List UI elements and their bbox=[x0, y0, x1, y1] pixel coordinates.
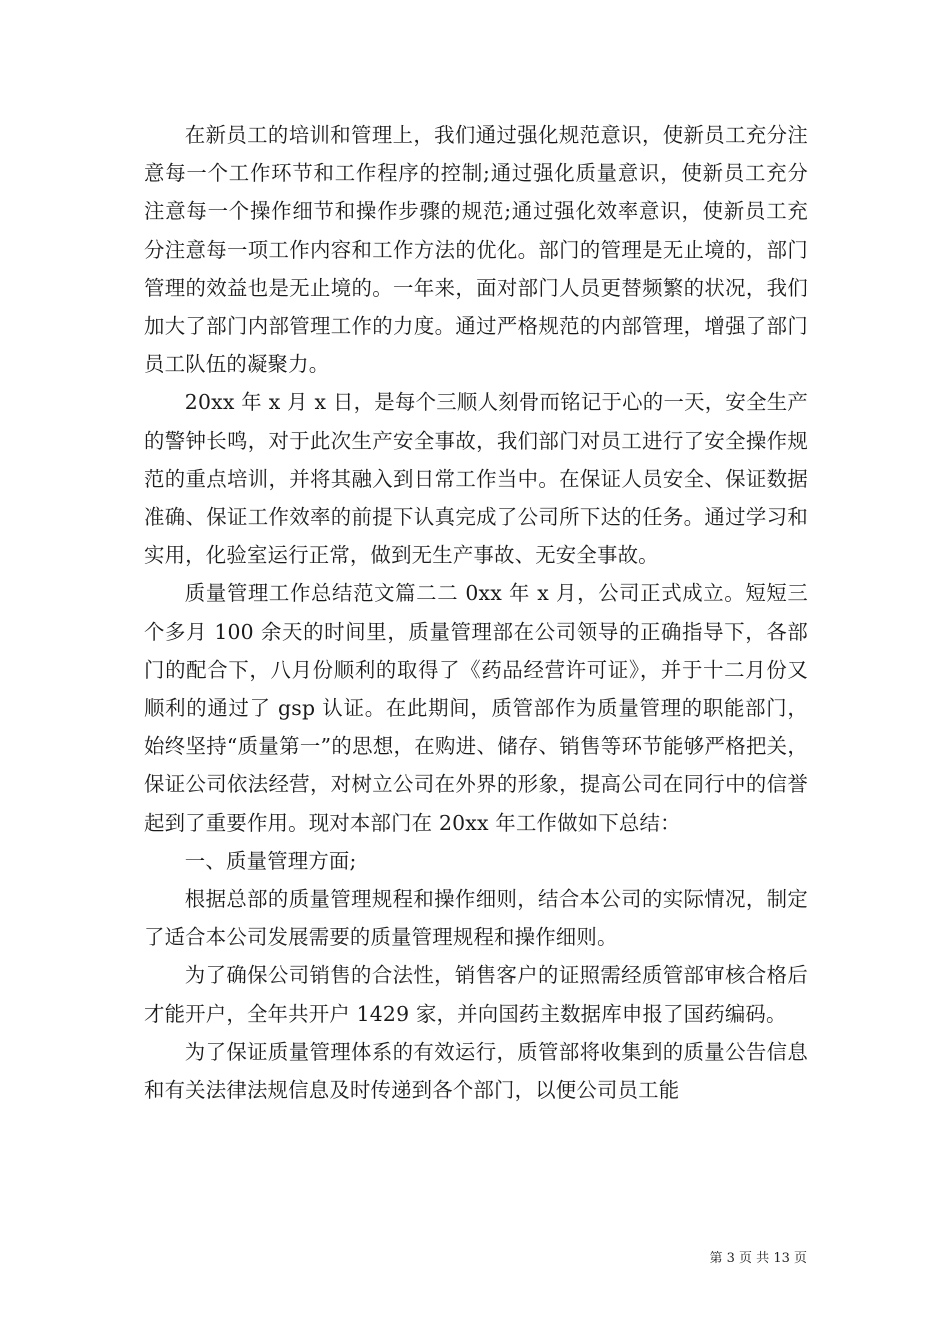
paragraph-new-employee-training: 在新员工的培训和管理上，我们通过强化规范意识，使新员工充分注意每一个工作环节和工作程序的控制;通过强化质量意识，使新员工充分注意每一个操作细节和操作步骤的规范;通过强化效率意识，使新员工充分注意每一项工作内容和工作方法的优化。部门的管理是无止境的，部门管理的效益也是无止境的。一年来，面对部门人员更替频繁的状况，我们加大了部门内部管理工作的力度。通过严格规范的内部管理，增强了部门员工队伍的凝聚力。 bbox=[144, 123, 808, 377]
paragraph-safety-accident: 20xx 年 x 月 x 日，是每个三顺人刻骨而铭记于心的一天，安全生产的警钟长鸣，对于此次生产安全事故，我们部门对员工进行了安全操作规范的重点培训，并将其融入到日常工作当中。在保证人员安全、保证数据准确、保证工作效率的前提下认真完成了公司所下达的任务。通过学习和实用，化验室运行正常，做到无生产事故、无安全事故。 bbox=[144, 390, 808, 568]
paragraph-quality-system: 为了保证质量管理体系的有效运行，质管部将收集到的质量公告信息和有关法律法规信息及时传递到各个部门，以便公司员工能 bbox=[144, 1039, 808, 1103]
paragraph-regulations: 根据总部的质量管理规程和操作细则，结合本公司的实际情况，制定了适合本公司发展需要的质量管理规程和操作细则。 bbox=[144, 887, 808, 950]
section-heading-quality-management: 一、质量管理方面; bbox=[184, 848, 357, 873]
document-body bbox=[144, 116, 808, 1109]
paragraph-quality-summary-intro: 质量管理工作总结范文篇二二 0xx 年 x 月，公司正式成立。短短三个多月 100 余天的时间里，质量管理部在公司领导的正确指导下，各部门的配合下，八月份顺利的取得了《药品经营许可证》，并于十二月份又顺利的通过了 gsp 认证。在此期间，质管部作为质量管理的职能部门，始终坚持“质量第一”的思想，在购进、储存、销售等环节能够严格把关，保证公司依法经营，对树立公司在外界的形象，提高公司在同行中的信誉起到了重要作用。现对本部门在 20xx 年工作做如下总结： bbox=[144, 581, 808, 835]
paragraph-customer-accounts: 为了确保公司销售的合法性，销售客户的证照需经质管部审核合格后才能开户，全年共开户 1429 家，并向国药主数据库申报了国药编码。 bbox=[144, 963, 808, 1026]
page-number-footer: 第 3 页 共 13 页 bbox=[709, 1251, 807, 1266]
